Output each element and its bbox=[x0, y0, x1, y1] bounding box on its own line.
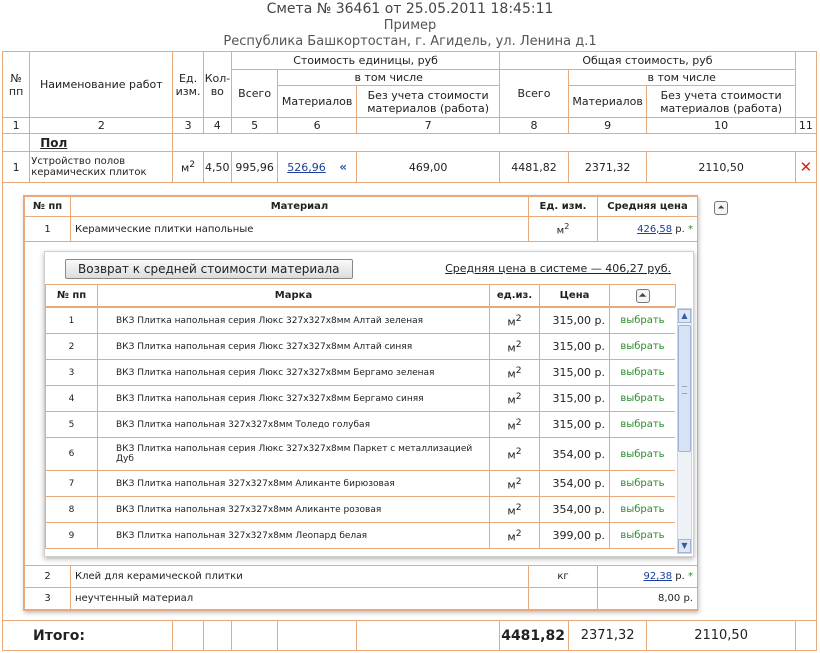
brand-name: ВКЗ Плитка напольная серия Люкс 327х327х8мм Бергамо зеленая bbox=[98, 360, 490, 386]
scrollbar[interactable] bbox=[677, 308, 692, 554]
unit-work-header: Без учета стоимости материалов (работа) bbox=[356, 86, 499, 118]
brand-row bbox=[46, 360, 676, 386]
brand-row bbox=[46, 523, 676, 549]
brand-unit: $м^2$ bbox=[490, 308, 540, 334]
brand-row bbox=[46, 438, 676, 471]
brand-price: 354,00 р. bbox=[540, 497, 610, 523]
column-numbers-row: 1 2 3 4 5 6 7 8 9 10 11 bbox=[3, 118, 817, 134]
work-sum-materials: 2371,32 bbox=[568, 152, 647, 183]
brand-name: ВКЗ Плитка напольная 327х327х8мм Аликанте бирюзовая bbox=[98, 471, 490, 497]
choose-brand-link[interactable]: выбрать bbox=[610, 497, 676, 523]
brand-price: 315,00 р. bbox=[540, 412, 610, 438]
work-unit-total: 995,96 bbox=[231, 152, 277, 183]
sum-work-header: Без учета стоимости материалов (работа) bbox=[647, 86, 795, 118]
col-num-header: № пп bbox=[3, 52, 30, 118]
choose-brand-link[interactable]: выбрать bbox=[610, 334, 676, 360]
brand-name: ВКЗ Плитка напольная серия Люкс 327х327х8мм Паркет с металлизацией Дуб bbox=[98, 438, 490, 471]
brand-name: ВКЗ Плитка напольная 327х327х8мм Толедо голубая bbox=[98, 412, 490, 438]
estimate-subtitle: Пример bbox=[383, 18, 437, 33]
brand-unit: $м^2$ bbox=[490, 360, 540, 386]
brand-unit: $м^2$ bbox=[490, 497, 540, 523]
material-name: неучтенный материал bbox=[71, 588, 529, 610]
material-name: Керамические плитки напольные bbox=[71, 217, 529, 242]
brand-num: 1 bbox=[46, 308, 98, 334]
brand-price: 354,00 р. bbox=[540, 438, 610, 471]
choose-brand-link[interactable]: выбрать bbox=[610, 412, 676, 438]
brand-num: 8 bbox=[46, 497, 98, 523]
brand-name: ВКЗ Плитка напольная серия Люкс 327х327х8мм Бергамо синяя bbox=[98, 386, 490, 412]
totals-label: Итого: bbox=[3, 621, 173, 651]
unit-total-header: Всего bbox=[231, 70, 277, 118]
material-price-link[interactable]: 426,58 bbox=[637, 223, 673, 235]
total-cost-header: Общая стоимость, руб bbox=[500, 52, 796, 70]
mat-col-num: № пп bbox=[25, 197, 71, 217]
section-title: Пол bbox=[30, 134, 173, 152]
brand-name: ВКЗ Плитка напольная серия Люкс 327х327х8мм Алтай зеленая bbox=[98, 308, 490, 334]
work-sum-total: 4481,82 bbox=[500, 152, 569, 183]
brand-num: 3 bbox=[46, 360, 98, 386]
totals-row bbox=[3, 621, 817, 651]
material-price: 8,00 р. bbox=[598, 588, 698, 610]
delete-row bbox=[795, 152, 816, 183]
brand-num: 6 bbox=[46, 438, 98, 471]
sum-materials-header: Материалов bbox=[568, 86, 647, 118]
brand-num: 7 bbox=[46, 471, 98, 497]
brand-unit: $м^2$ bbox=[490, 523, 540, 549]
return-to-average-button[interactable]: Возврат к средней стоимости материала bbox=[65, 259, 353, 279]
brand-num: 4 bbox=[46, 386, 98, 412]
brand-row bbox=[46, 497, 676, 523]
work-sum-work: 2110,50 bbox=[647, 152, 795, 183]
brand-price: 315,00 р. bbox=[540, 334, 610, 360]
estimate-title: Смета № 36461 от 25.05.2011 18:45:11 bbox=[266, 1, 554, 17]
brand-selection-popup bbox=[44, 251, 694, 557]
col-name-header: Наименование работ bbox=[30, 52, 173, 118]
brand-price: 354,00 р. bbox=[540, 471, 610, 497]
choose-brand-link[interactable]: выбрать bbox=[610, 386, 676, 412]
brand-unit: $м^2$ bbox=[490, 386, 540, 412]
mat-col-material: Материал bbox=[71, 197, 529, 217]
scroll-down-icon[interactable]: ▼ bbox=[678, 539, 691, 553]
brand-col-name: Марка bbox=[98, 285, 490, 307]
col-unit-header: Ед. изм. bbox=[173, 52, 203, 118]
brand-price: 399,00 р. bbox=[540, 523, 610, 549]
work-num: 1 bbox=[3, 152, 30, 183]
unit-cost-header: Стоимость единицы, руб bbox=[231, 52, 499, 70]
material-name: Клей для керамической плитки bbox=[71, 566, 529, 588]
work-row bbox=[3, 152, 817, 183]
work-unit: $м^2$ bbox=[173, 152, 203, 183]
brand-price: 315,00 р. bbox=[540, 360, 610, 386]
brand-row bbox=[46, 412, 676, 438]
brand-col-unit: ед.из. bbox=[490, 285, 540, 307]
material-row: 1 Керамические плитки напольные $м^2$ 426,58 р. * bbox=[25, 217, 698, 242]
work-unit-work: 469,00 bbox=[356, 152, 499, 183]
work-name: Устройство полов керамических плиток bbox=[30, 152, 173, 183]
brand-name: ВКЗ Плитка напольная серия Люкс 327х327х8мм Алтай синяя bbox=[98, 334, 490, 360]
collapse-materials-icon[interactable]: « bbox=[339, 160, 348, 174]
brand-name: ВКЗ Плитка напольная 327х327х8мм Аликанте розовая bbox=[98, 497, 490, 523]
totals-work: 2110,50 bbox=[647, 621, 795, 651]
brand-table-header bbox=[45, 284, 676, 307]
brand-row bbox=[46, 308, 676, 334]
sum-total-header: Всего bbox=[500, 70, 569, 118]
brand-num: 2 bbox=[46, 334, 98, 360]
delete-icon[interactable]: ✕ bbox=[799, 158, 813, 176]
material-price-link[interactable]: 92,38 bbox=[643, 571, 673, 582]
work-qty: 4,50 bbox=[203, 152, 231, 183]
totals-materials: 2371,32 bbox=[568, 621, 647, 651]
totals-total: 4481,82 bbox=[500, 621, 569, 651]
scrollbar-thumb[interactable] bbox=[678, 325, 691, 452]
brand-row bbox=[46, 334, 676, 360]
brand-row bbox=[46, 471, 676, 497]
brand-list[interactable] bbox=[45, 307, 675, 555]
choose-brand-link[interactable]: выбрать bbox=[610, 360, 676, 386]
brand-num: 5 bbox=[46, 412, 98, 438]
estimate-address: Республика Башкортостан, г. Агидель, ул. Ленина д.1 bbox=[223, 34, 597, 49]
collapse-up-icon[interactable]: ⏶ bbox=[714, 201, 728, 215]
choose-brand-link[interactable]: выбрать bbox=[610, 438, 676, 471]
brand-price: 315,00 р. bbox=[540, 308, 610, 334]
system-average-price: Средняя цена в системе — 406,27 руб. bbox=[445, 262, 671, 275]
choose-brand-link[interactable]: выбрать bbox=[610, 471, 676, 497]
work-unit-materials bbox=[278, 152, 357, 183]
unit-materials-link[interactable]: 526,96 bbox=[287, 161, 326, 174]
brand-name: ВКЗ Плитка напольная 327х327х8мм Леопард белая bbox=[98, 523, 490, 549]
brand-col-price: Цена bbox=[540, 285, 610, 307]
sum-incl-header: в том числе bbox=[568, 70, 795, 86]
choose-brand-link[interactable]: выбрать bbox=[610, 523, 676, 549]
brand-unit: $м^2$ bbox=[490, 412, 540, 438]
brand-row bbox=[46, 386, 676, 412]
unit-materials-header: Материалов bbox=[278, 86, 357, 118]
brand-unit: $м^2$ bbox=[490, 334, 540, 360]
brand-price: 315,00 р. bbox=[540, 386, 610, 412]
mat-col-unit: Ед. изм. bbox=[529, 197, 598, 217]
brand-col-num: № пп bbox=[46, 285, 98, 307]
choose-brand-link[interactable]: выбрать bbox=[610, 308, 676, 334]
mat-col-avg: Средняя цена bbox=[598, 197, 698, 217]
material-row: 2 Клей для керамической плитки кг 92,38 р. * bbox=[25, 566, 698, 588]
collapse-brands-icon[interactable]: ⏶ bbox=[636, 289, 650, 303]
brand-unit: $м^2$ bbox=[490, 471, 540, 497]
brand-num: 9 bbox=[46, 523, 98, 549]
material-row: 3 неучтенный материал 8,00 р. bbox=[25, 588, 698, 610]
brand-unit: $м^2$ bbox=[490, 438, 540, 471]
scroll-up-icon[interactable]: ▲ bbox=[678, 309, 691, 323]
col-qty-header: Кол-во bbox=[203, 52, 231, 118]
unit-incl-header: в том числе bbox=[278, 70, 500, 86]
